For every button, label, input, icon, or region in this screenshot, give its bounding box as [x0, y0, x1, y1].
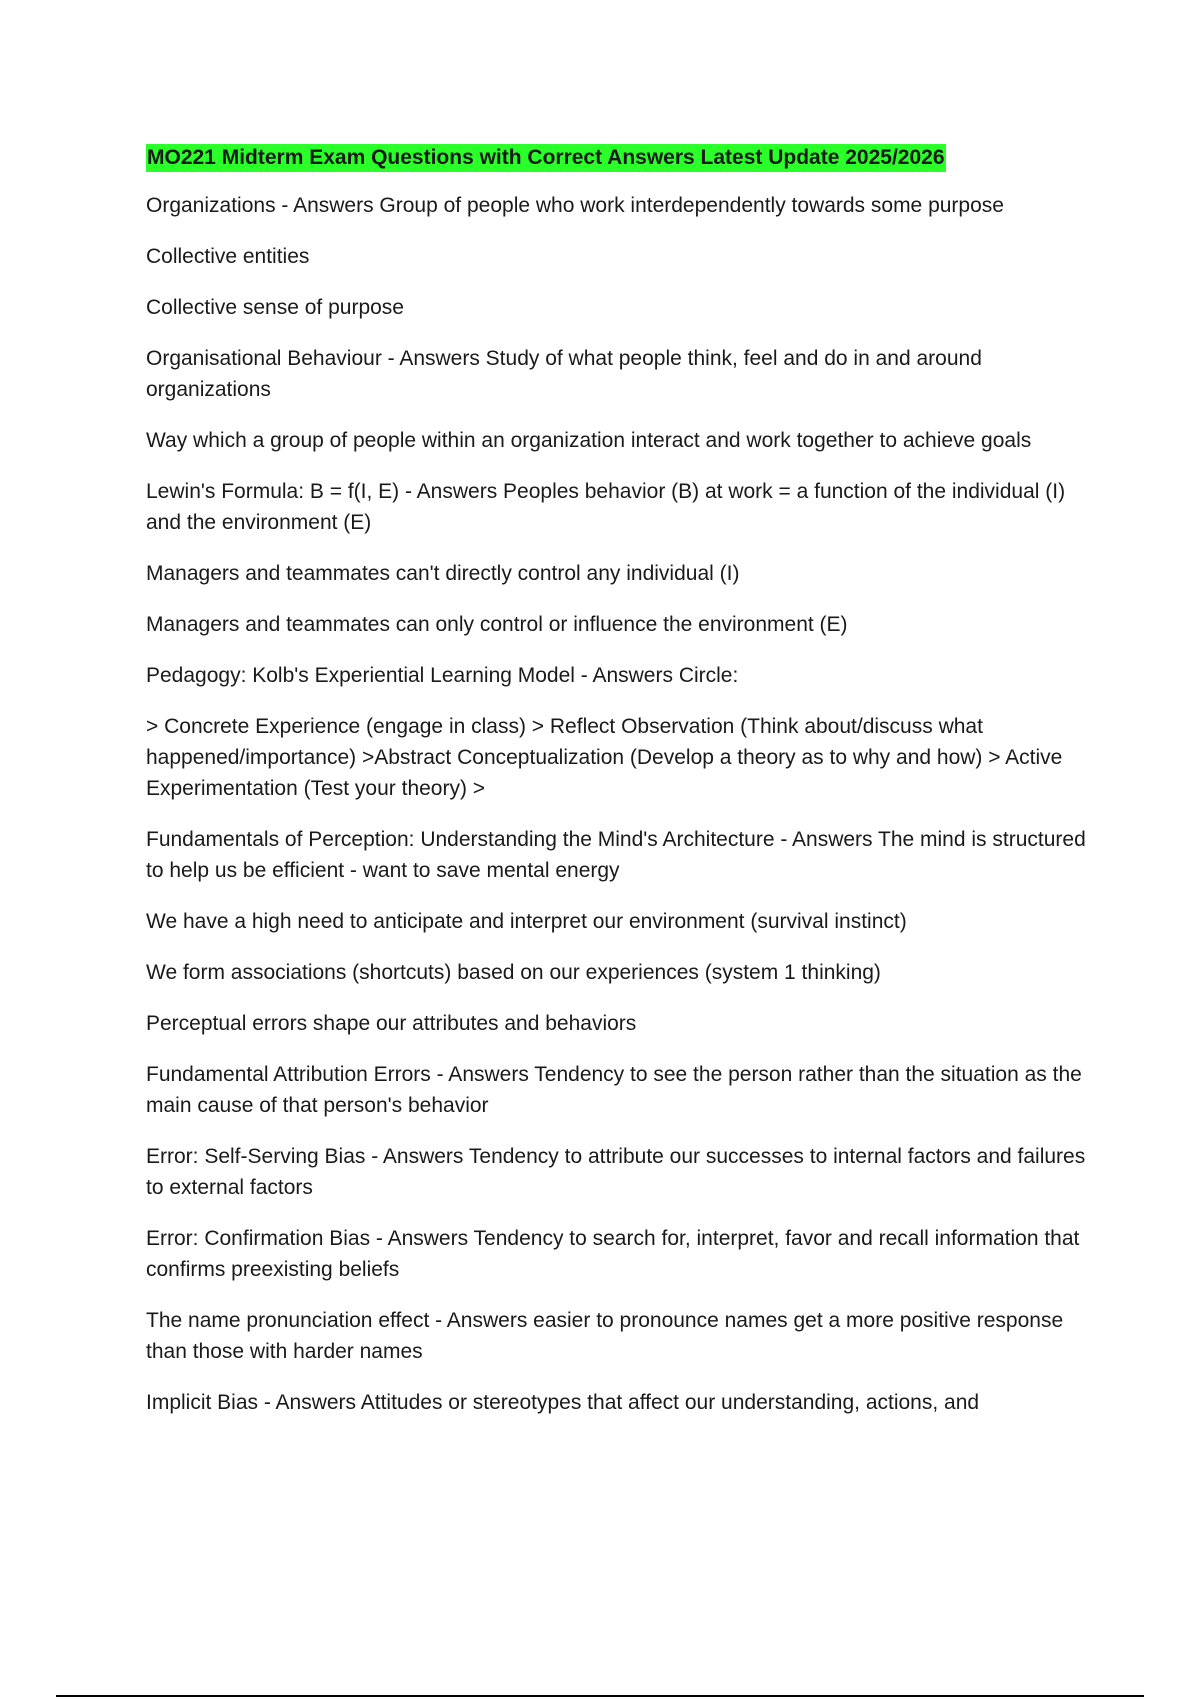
paragraph: We form associations (shortcuts) based on our experiences (system 1 thinking)	[146, 961, 881, 984]
paragraph: Implicit Bias - Answers Attitudes or stereotypes that affect our understanding, actions, and	[146, 1391, 980, 1414]
document-title: MO221 Midterm Exam Questions with Correct Answers Latest Update 2025/2026	[146, 144, 946, 172]
paragraph: > Concrete Experience (engage in class) > Reflect Observation (Think about/discuss what happened/importance) >Abstract Conceptualization (Develop a theory as to why and how) > Active Experimentation (Test your theory) >	[146, 715, 1063, 800]
paragraph: Error: Confirmation Bias - Answers Tendency to search for, interpret, favor and recall information that confirms preexisting beliefs	[146, 1227, 1080, 1281]
paragraph: Managers and teammates can only control or influence the environment (E)	[146, 613, 848, 636]
paragraph: Collective sense of purpose	[146, 296, 404, 319]
paragraph: Perceptual errors shape our attributes and behaviors	[146, 1012, 637, 1035]
paragraph: Error: Self-Serving Bias - Answers Tendency to attribute our successes to internal factors and failures to external factors	[146, 1145, 1086, 1199]
paragraph: Managers and teammates can't directly control any individual (I)	[146, 562, 740, 585]
paragraph: Collective entities	[146, 245, 310, 268]
paragraph: Organizations - Answers Group of people who work interdependently towards some purpose	[146, 194, 1004, 217]
paragraph: The name pronunciation effect - Answers easier to pronounce names get a more positive response than those with harder names	[146, 1309, 1064, 1363]
paragraph: We have a high need to anticipate and interpret our environment (survival instinct)	[146, 910, 907, 933]
paragraph: Fundamentals of Perception: Understanding the Mind's Architecture - Answers The mind is structured to help us be efficient - want to save mental energy	[146, 828, 1086, 882]
paragraph: Fundamental Attribution Errors - Answers Tendency to see the person rather than the situation as the main cause of that person's behavior	[146, 1063, 1082, 1117]
document-body	[146, 144, 1086, 1438]
paragraph: Way which a group of people within an organization interact and work together to achieve goals	[146, 429, 1032, 452]
paragraph: Organisational Behaviour - Answers Study of what people think, feel and do in and around organizations	[146, 347, 982, 401]
paragraph: Pedagogy: Kolb's Experiential Learning Model - Answers Circle:	[146, 664, 739, 687]
paragraph: Lewin's Formula: B = f(I, E) - Answers Peoples behavior (B) at work = a function of the individual (I) and the environment (E)	[146, 480, 1066, 534]
page-bottom-rule	[56, 1695, 1144, 1697]
